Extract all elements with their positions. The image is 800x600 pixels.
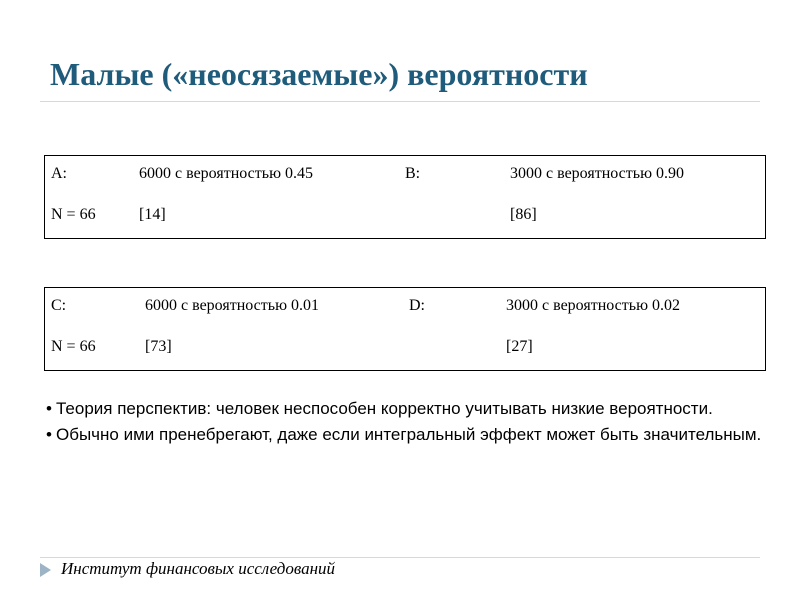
option-a-share: [14]	[139, 206, 166, 223]
slide-title: Малые («неосязаемые») вероятности	[50, 56, 588, 92]
option-c-label: C:	[51, 297, 67, 314]
option-a-value: 6000 с вероятностью 0.45	[139, 165, 314, 182]
bullet-marker: •	[46, 399, 52, 418]
bullet-item	[46, 396, 766, 422]
option-b-share: [86]	[510, 206, 537, 223]
sample-size-label: N = 66	[51, 206, 96, 223]
bullet-list	[46, 396, 766, 448]
sample-size-label: N = 66	[51, 338, 96, 355]
option-c-value: 6000 с вероятностью 0.01	[145, 297, 320, 314]
footer-divider	[40, 557, 760, 558]
lottery-table-ab	[44, 155, 766, 239]
option-b-label: B:	[405, 165, 421, 182]
bullet-item	[46, 422, 766, 448]
bullet-text: Обычно ими пренебрегают, даже если интегральный эффект может быть значительным.	[56, 425, 762, 444]
bullet-marker: •	[46, 425, 52, 444]
bullet-text: Теория перспектив: человек неспособен корректно учитывать низкие вероятности.	[56, 399, 713, 418]
option-d-value: 3000 с вероятностью 0.02	[506, 297, 681, 314]
option-d-share: [27]	[506, 338, 533, 355]
option-c-share: [73]	[145, 338, 172, 355]
triangle-arrow-icon	[40, 563, 51, 577]
footer-institute: Институт финансовых исследований	[61, 559, 336, 578]
option-b-value: 3000 с вероятностью 0.90	[510, 165, 685, 182]
option-d-label: D:	[409, 297, 425, 314]
option-a-label: A:	[51, 165, 67, 182]
title-divider	[40, 101, 760, 102]
lottery-table-cd	[44, 287, 766, 371]
